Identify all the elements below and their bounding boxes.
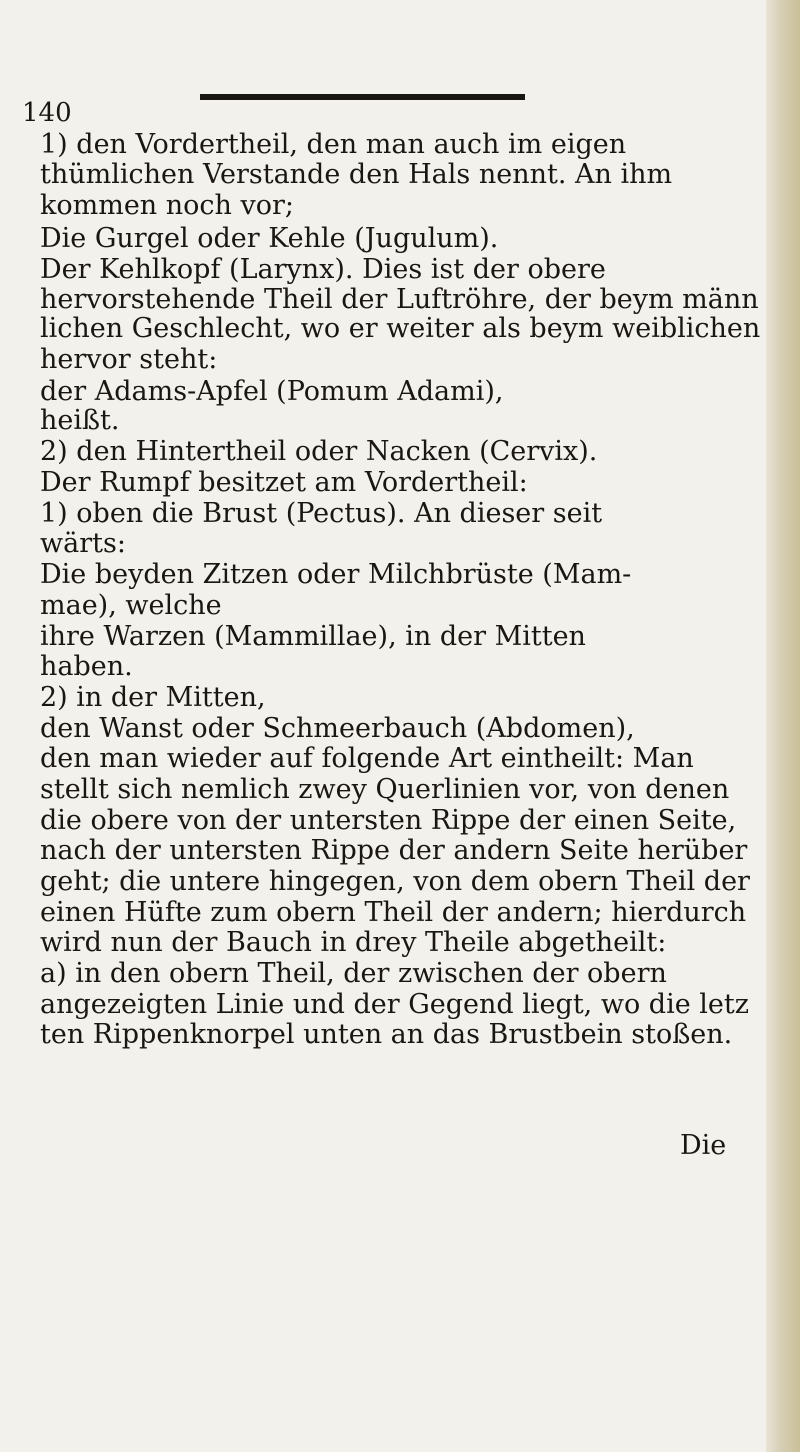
text-line: thümlichen Verstande den Hals nennt. An ihm — [40, 159, 673, 190]
text-line: a) in den obern Theil, der zwischen der obern — [40, 958, 667, 989]
text-line: wird nun der Bauch in drey Theile abgetheilt: — [40, 927, 667, 958]
text-line: der Adams-Apfel (Pomum Adami), — [40, 376, 504, 407]
text-line: mae), welche — [40, 590, 222, 621]
text-line: ten Rippenknorpel unten an das Brustbein stoßen. — [40, 1019, 733, 1050]
text-line: haben. — [40, 651, 133, 682]
text-line: 1) oben die Brust (Pectus). An dieser seit — [40, 498, 603, 529]
text-line: Die beyden Zitzen oder Milchbrüste (Mam- — [40, 559, 632, 590]
text-line: den Wanst oder Schmeerbauch (Abdomen), — [40, 713, 635, 744]
text-line: den man wieder auf folgende Art eintheilt: Man — [40, 743, 694, 774]
text-line: angezeigten Linie und der Gegend liegt, wo die letz — [40, 989, 749, 1020]
text-line: hervorstehende Theil der Luftröhre, der beym männ — [40, 284, 759, 315]
text-line: stellt sich nemlich zwey Querlinien vor, von denen — [40, 774, 730, 805]
catchword: Die — [680, 1130, 727, 1161]
text-line: lichen Geschlecht, wo er weiter als beym weiblichen — [40, 313, 761, 344]
text-line: die obere von der untersten Rippe der einen Seite, — [40, 805, 737, 836]
text-line: 1) den Vordertheil, den man auch im eigen — [40, 129, 627, 160]
page-edge — [766, 0, 800, 1452]
text-line: Der Kehlkopf (Larynx). Dies ist der obere — [40, 254, 606, 285]
text-line: wärts: — [40, 528, 126, 559]
text-line: nach der untersten Rippe der andern Seite herüber — [40, 835, 748, 866]
text-line: heißt. — [40, 405, 120, 436]
header-rule — [200, 94, 525, 100]
text-line: kommen noch vor; — [40, 190, 295, 221]
text-line: einen Hüfte zum obern Theil der andern; hierdurch — [40, 897, 747, 928]
text-line: geht; die untere hingegen, von dem obern Theil der — [40, 866, 750, 897]
text-line: 2) in der Mitten, — [40, 682, 266, 713]
text-line: ihre Warzen (Mammillae), in der Mitten — [40, 621, 586, 652]
text-line: 2) den Hintertheil oder Nacken (Cervix). — [40, 436, 598, 467]
page-number: 140 — [22, 98, 72, 128]
text-line: Der Rumpf besitzet am Vordertheil: — [40, 467, 528, 498]
text-line: Die Gurgel oder Kehle (Jugulum). — [40, 223, 499, 254]
text-line: hervor steht: — [40, 344, 218, 375]
